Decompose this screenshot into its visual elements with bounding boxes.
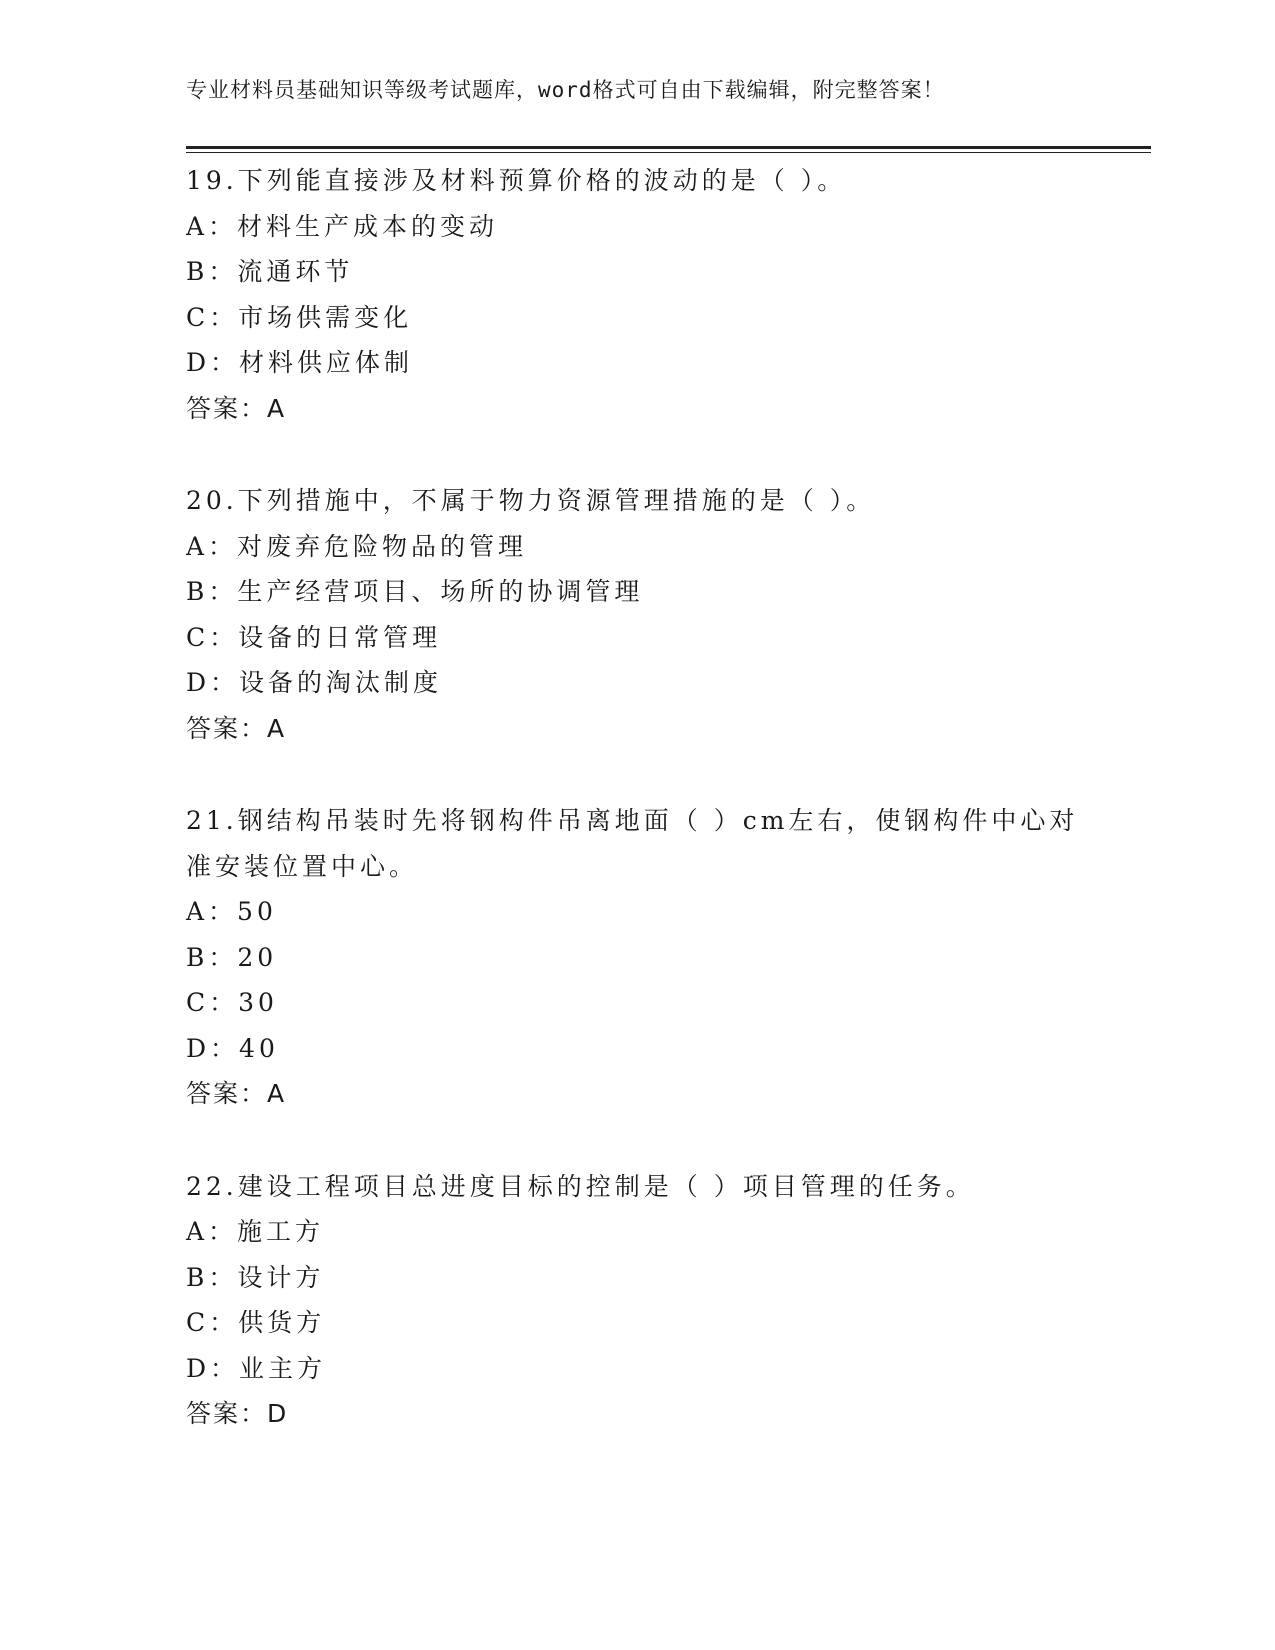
- question-20: [186, 478, 1086, 751]
- option-d: D：40: [186, 1033, 279, 1063]
- option-a: A：材料生产成本的变动: [186, 211, 499, 241]
- header-rule-thick: [186, 146, 1151, 149]
- option-d: D：材料供应体制: [186, 348, 414, 377]
- answer-line: 答案：D: [186, 1399, 289, 1428]
- question-stem: 21.钢结构吊装时先将钢构件吊离地面（ ）cm左右，使钢构件中心对: [186, 806, 1079, 835]
- question-stem: 19.下列能直接涉及材料预算价格的波动的是（ ）。: [186, 166, 847, 195]
- question-list: [186, 158, 1086, 1484]
- question-21: [186, 798, 1086, 1117]
- option-b: B：流通环节: [186, 257, 354, 286]
- question-stem: 22.建设工程项目总进度目标的控制是（ ）项目管理的任务。: [186, 1171, 975, 1201]
- option-b: B：20: [186, 942, 278, 972]
- page-header: 专业材料员基础知识等级考试题库，word格式可自由下载编辑，附完整答案！: [186, 78, 945, 102]
- question-19: [186, 158, 1086, 431]
- answer-line: 答案：A: [186, 393, 287, 423]
- option-a: A：50: [186, 897, 277, 926]
- option-a: A：施工方: [186, 1217, 325, 1246]
- question-22: [186, 1164, 1086, 1437]
- answer-line: 答案：A: [186, 713, 287, 743]
- option-d: D：业主方: [186, 1353, 327, 1383]
- option-d: D：设备的淘汰制度: [186, 668, 443, 697]
- option-b: B：生产经营项目、场所的协调管理: [186, 577, 644, 606]
- answer-line: 答案：A: [186, 1079, 287, 1108]
- option-c: C：市场供需变化: [186, 302, 413, 332]
- option-a: A：对废弃危险物品的管理: [186, 531, 528, 561]
- question-stem-continued: 准安装位置中心。: [186, 851, 419, 881]
- option-c: C：供货方: [186, 1308, 326, 1337]
- header-rule-thin: [186, 152, 1151, 153]
- option-c: C：设备的日常管理: [186, 622, 442, 652]
- option-c: C：30: [186, 988, 278, 1017]
- option-b: B：设计方: [186, 1262, 325, 1292]
- question-stem: 20.下列措施中，不属于物力资源管理措施的是（ ）。: [186, 486, 876, 515]
